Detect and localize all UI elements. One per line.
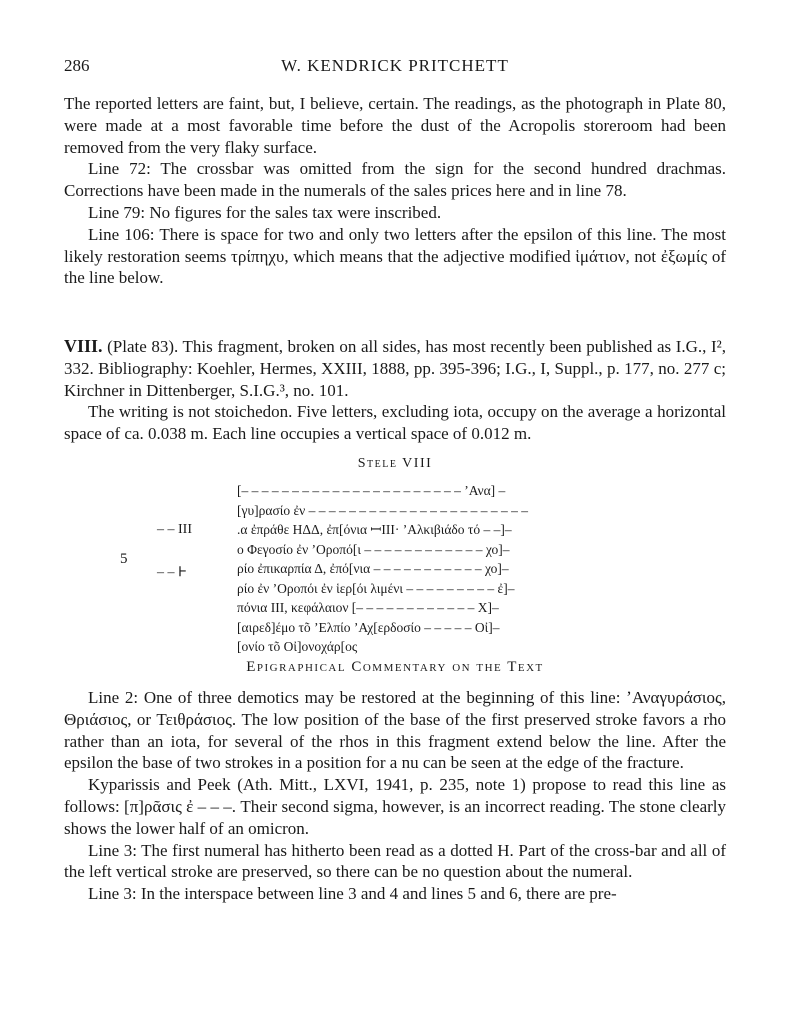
inscription-line-3: .α ἐπράθε ΗΔΔ, ἐπ[όνια ꟷΙΙΙ· ʼΑλκιβιάδο τό – –]– [237,522,512,537]
commentary-line-2: Line 2: One of three demotics may be restored at the beginning of this line: ʼΑναγυράσιος, Θριάσιος, or Τειθράσιος. The low position of the base of the first preserved stroke favors a rho rather than an iota, for several of the rhos in this fragment extend below the line. After the epsilon the base of two strokes in a position for a nu can be seen at the edge of the fracture. [64,688,726,773]
inscription-line-8: [αιρεδ]έμο τõ ʼΕλπίο ʼΑχ[ερδοσίο – – – – – Οἰ]– [237,619,500,635]
paragraph-line-106: Line 106: There is space for two and only two letters after the epsilon of this line. The most likely restoration seems τρίπηχυ, which means that the adjective modified ἱμάτιον, not ἐξωμίς of the line below. [64,224,726,288]
page-header [64,56,726,82]
paragraph: The reported letters are faint, but, I believe, certain. The readings, as the photograph in Plate 80, were made at a most favorable time before the dust of the Acropolis storeroom had been removed from the very flaky surface. [64,94,726,157]
commentary-body [64,687,726,905]
paragraph-line-72: Line 72: The crossbar was omitted from the sign for the second hundred drachmas. Corrections have been made in the numerals of the sales prices here and in line 78. [64,159,726,201]
inscription-line-4: ο Φεγοσίο ἐν ʼΟροπό[ι – – – – – – – – – – – – χο]– [237,541,510,557]
margin-numeral-b: – – 𐅂 [157,565,187,580]
stele-title: Stele VIII [357,456,433,471]
inscription-line-9: [ονίο τõ Οἰ]ονοχάρ[ος [237,639,358,654]
inscription-line-2: [γυ]ρασίο ἐν – – – – – – – – – – – – – – – – – – – – – – [237,502,529,518]
section-viii-text: (Plate 83). This fragment, broken on all sides, has most recently been published as I.G., I², 332. Bibliography: Koehler, Hermes, XXIII, 1888, pp. 395-396; I.G., I, Suppl., p. 177, no. 277 c; Kirchner in Dittenberger, S.I.G.³, no. 101. [64,337,727,400]
commentary-line-3a: Line 3: The first numeral has hitherto been read as a dotted H. Part of the cross-bar and all of the left vertical stroke are preserved, so there can be no question about the numeral. [64,840,726,882]
commentary-kyparissis: Kyparissis and Peek (Ath. Mitt., LXVI, 1941, p. 235, note 1) propose to read this line as follows: [π]ρᾶσις ἐ – – –. Their second sigma, however, is an incorrect reading. The stone clearly shows the lower half of an omicron. [64,775,726,838]
inscription-line-6: ρίο ἐν ʼΟροπόι ἐν ἱερ[όι λιμένι – – – – – – – – – ἐ]– [237,580,515,596]
inscription-line-5: ρίο ἐπικαρπία Δ, ἐπό[νια – – – – – – – – – – – χο]– [237,561,509,576]
commentary-line-3b: Line 3: In the interspace between line 3 and 4 and lines 5 and 6, there are pre- [88,884,617,904]
paragraph-line-79: Line 79: No figures for the sales tax were inscribed. [88,202,442,222]
line-number-5: 5 [120,551,128,567]
section-viii-intro [64,336,726,401]
inscription-line-1: [– – – – – – – – – – – – – – – – – – – – – – ʼΑνα] – [237,483,506,498]
commentary-title: Epigraphical Commentary on the Text [246,659,544,675]
inscription-line-7: πόνια ΙΙΙ, κεφάλαιον [– – – – – – – – – – – – Χ]– [237,600,499,615]
section-viii [64,336,726,445]
inscription-text [237,481,528,657]
running-head: W. KENDRICK PRITCHETT [281,56,509,75]
section-vii-continuation [64,93,726,289]
margin-numeral-a: – – ΙΙΙ [157,522,192,537]
paragraph-writing: The writing is not stoichedon. Five letters, excluding iota, occupy on the average a horizontal space of ca. 0.038 m. Each line occupies a vertical space of 0.012 m. [64,402,726,444]
page-number: 286 [64,56,90,75]
section-label: VIII. [64,336,103,356]
